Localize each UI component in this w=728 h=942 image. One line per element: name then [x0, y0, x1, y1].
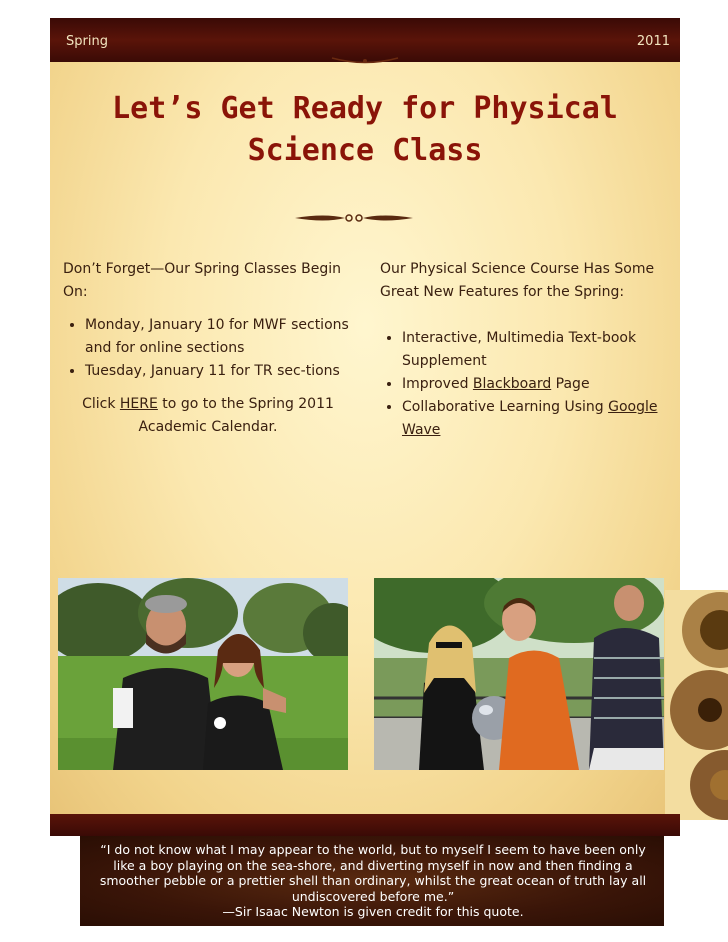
title-line-2: Science Class	[247, 133, 483, 168]
header-year: 2011	[636, 34, 670, 49]
click-prefix: Click	[82, 396, 120, 412]
gear-decoration-icon	[665, 590, 728, 820]
left-column	[63, 258, 353, 439]
list-item	[402, 373, 670, 396]
blackboard-link[interactable]: Blackboard	[472, 376, 552, 392]
start-dates-list	[63, 314, 353, 383]
calendar-link-text	[63, 393, 353, 439]
students-photo	[58, 578, 348, 770]
ornament-divider-top-icon	[330, 55, 400, 69]
header-season: Spring	[66, 34, 108, 49]
click-line-2: Academic Calendar.	[138, 419, 278, 435]
footer-band	[50, 814, 680, 836]
new-features-intro: Our Physical Science Course Has Some Great New Features for the Spring:	[380, 261, 655, 300]
google-wave-link[interactable]: Google Wave	[402, 399, 658, 438]
ornament-divider-icon	[295, 210, 413, 226]
bullet2-prefix: Improved	[402, 376, 473, 392]
list-item: • Tuesday, January 11 for TR sec-tions	[85, 360, 353, 383]
list-item: • Interactive, Multimedia Text-book Supplement	[402, 327, 670, 373]
features-list	[380, 327, 670, 442]
quote-text: “I do not know what I may appear to the world, but to myself I seem to have been only like a boy playing on the sea-shore, and diverting myself in now and then finding a smoother pebble or a prettier shell than ordinary, whilst the great ocean of truth lay all undiscovered before me.”	[99, 842, 647, 904]
quote-attribution: —Sir Isaac Newton is given credit for this quote.	[222, 904, 524, 919]
click-suffix: to go to the Spring 2011	[157, 396, 334, 412]
classes-begin-intro: Don’t Forget—Our Spring Classes Begin On:	[63, 261, 342, 300]
title-line-1: Let’s Get Ready for Physical	[112, 91, 618, 126]
list-item	[402, 396, 670, 442]
page-title	[80, 88, 650, 172]
experiment-photo	[374, 578, 664, 770]
bullet3-prefix: Collaborative Learning Using	[402, 399, 609, 415]
list-item: • Monday, January 10 for MWF sections and for online sections	[85, 314, 353, 360]
here-link[interactable]: HERE	[119, 396, 158, 412]
right-column	[380, 258, 670, 452]
newton-quote	[88, 842, 658, 920]
bullet2-suffix: Page	[551, 376, 590, 392]
